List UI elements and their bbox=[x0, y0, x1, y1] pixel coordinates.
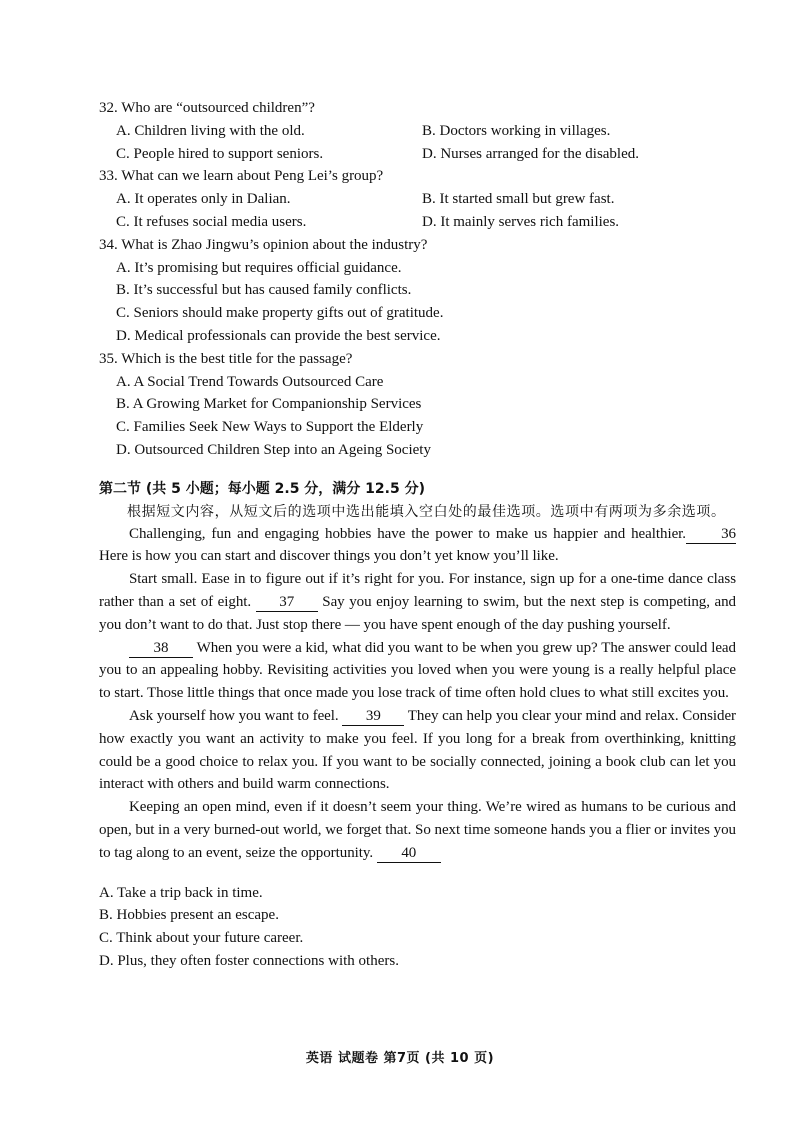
option-row bbox=[116, 211, 736, 234]
option-c: C. Families Seek New Ways to Support the Elderly bbox=[116, 419, 424, 436]
question-stem: 32. Who are “outsourced children”? bbox=[99, 100, 315, 116]
paragraph-text: Challenging, fun and engaging hobbies have the power to make us happier and healthier. bbox=[129, 525, 686, 542]
option-a: A. It operates only in Dalian. bbox=[116, 191, 291, 208]
passage-paragraph-1 bbox=[99, 523, 736, 569]
section-2 bbox=[99, 478, 736, 973]
option-a: A. It’s promising but requires official guidance. bbox=[116, 259, 402, 276]
question-34 bbox=[99, 234, 736, 348]
option-d: D. It mainly serves rich families. bbox=[422, 213, 620, 230]
section-title: 第二节 (共 5 小题；每小题 2.5 分，满分 12.5 分) bbox=[99, 480, 425, 497]
option-c: C. Seniors should make property gifts out of gratitude. bbox=[116, 305, 444, 322]
question-stem: 35. Which is the best title for the passage? bbox=[99, 350, 353, 367]
answer-options bbox=[99, 882, 736, 973]
answer-option-a: A. Take a trip back in time. bbox=[99, 884, 263, 901]
question-33 bbox=[99, 165, 736, 233]
option-b: B. Doctors working in villages. bbox=[422, 122, 611, 139]
paragraph-text: Start small. Ease in to figure out if it’s right for you. For instance, sign up for a one-time dance class rather than a set of eight. bbox=[99, 571, 736, 610]
blank-39: 39 bbox=[342, 707, 404, 726]
option-a: A. A Social Trend Towards Outsourced Care bbox=[116, 373, 384, 390]
passage-paragraph-3 bbox=[99, 637, 736, 705]
option-row bbox=[116, 120, 736, 143]
option-c: C. People hired to support seniors. bbox=[116, 145, 324, 162]
question-stem: 33. What can we learn about Peng Lei’s group? bbox=[99, 168, 384, 185]
answer-option-c: C. Think about your future career. bbox=[99, 930, 304, 947]
passage-paragraph-2 bbox=[99, 568, 736, 636]
blank-37: 37 bbox=[256, 593, 318, 612]
option-b: B. A Growing Market for Companionship Services bbox=[116, 396, 422, 413]
blank-40: 40 bbox=[377, 844, 441, 863]
option-d: D. Outsourced Children Step into an Ageing Society bbox=[116, 441, 431, 458]
passage-paragraph-5 bbox=[99, 796, 736, 864]
paragraph-text: Here is how you can start and discover things you don’t yet know you’ll like. bbox=[99, 548, 559, 565]
option-row bbox=[116, 143, 736, 166]
question-32 bbox=[99, 97, 736, 165]
paragraph-text: Say you enjoy learning to swim, but the next step is competing, and you don’t want to do that. Just stop there — you have spent enough of the day pushing yourself. bbox=[99, 593, 736, 633]
option-b: B. It’s successful but has caused family conflicts. bbox=[116, 282, 412, 299]
blank-38: 38 bbox=[129, 639, 193, 658]
option-c: C. It refuses social media users. bbox=[116, 213, 307, 230]
paragraph-text: When you were a kid, what did you want to be when you grew up? The answer could lead you to an appealing hobby. Revisiting activities you loved when you were young is a really helpful place to start. Those little things that once made you lose track of time often hold clues to what still excites you. bbox=[99, 639, 736, 702]
section-instructions: 根据短文内容，从短文后的选项中选出能填入空白处的最佳选项。选项中有两项为多余选项。 bbox=[127, 503, 726, 520]
answer-option-b: B. Hobbies present an escape. bbox=[99, 907, 279, 924]
question-stem: 34. What is Zhao Jingwu’s opinion about the industry? bbox=[99, 236, 428, 253]
answer-option-d: D. Plus, they often foster connections with others. bbox=[99, 952, 399, 969]
page-footer: 英语 试题卷 第7页 (共 10 页) bbox=[305, 1051, 495, 1066]
passage-paragraph-4 bbox=[99, 705, 736, 796]
option-b: B. It started small but grew fast. bbox=[422, 191, 615, 208]
paragraph-text: Keeping an open mind, even if it doesn’t seem your thing. We’re wired as humans to be curious and open, but in a very burned-out world, we forget that. So next time someone hands you a flier or invites you to tag along to an event, seize the opportunity. bbox=[99, 799, 736, 861]
option-a: A. Children living with the old. bbox=[116, 122, 305, 139]
paragraph-text: Ask yourself how you want to feel. bbox=[129, 707, 339, 724]
option-d: D. Nurses arranged for the disabled. bbox=[422, 145, 640, 162]
question-35 bbox=[99, 348, 736, 462]
option-row bbox=[116, 188, 736, 211]
blank-36: 36 bbox=[686, 525, 736, 544]
exam-page bbox=[99, 97, 736, 973]
option-d: D. Medical professionals can provide the best service. bbox=[116, 327, 441, 344]
paragraph-text: They can help you clear your mind and relax. Consider how exactly you want an activity to make you feel. If you long for a break from overthinking, knitting could be a good choice to relax you. If you want to be socially connected, joining a book club can let you interact with others and build warm connections. bbox=[99, 707, 736, 793]
